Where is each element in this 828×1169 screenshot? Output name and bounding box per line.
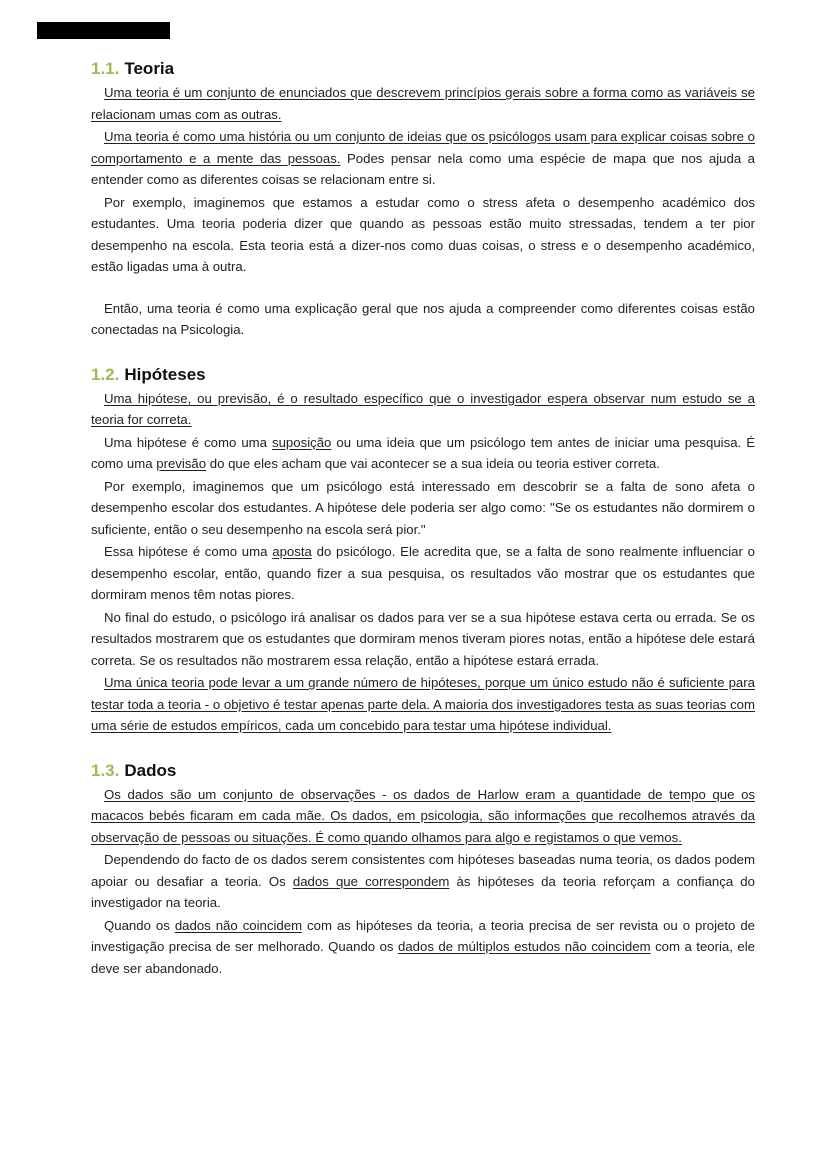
section-title: Hipóteses (124, 364, 206, 384)
paragraph: Então, uma teoria é como uma explicação geral que nos ajuda a compreender como diferentes coisas estão conectadas na Psicologia. (91, 300, 755, 337)
text: Uma hipótese é como uma (104, 434, 272, 450)
section-number: 1.3. (91, 760, 120, 780)
underlined-word: aposta (272, 544, 312, 559)
text: com as hipóteses da teoria, a teoria precisa de ser revista ou o projeto de investigação precisa de ser melhorado. Quando os (91, 917, 755, 954)
text: às hipóteses da teoria reforçam a confiança do investigador na teoria. (91, 873, 755, 910)
section-hipoteses (91, 364, 755, 737)
section-heading (91, 364, 755, 386)
paragraph: No final do estudo, o psicólogo irá analisar os dados para ver se a sua hipótese estava certa ou errada. Se os resultados mostrarem que os estudantes que dormiram menos tiveram piores notas, então a hipótese dele estará correta. Se os resultados não mostrarem essa relação, então a hipótese estará errada. (91, 609, 755, 668)
underlined-text: Uma teoria é como uma história ou um conjunto de ideias que os psicólogos usam para explicar coisas sobre o comportamento e a mente das pessoas. (91, 129, 755, 166)
paragraph (91, 915, 755, 980)
document-page (91, 58, 755, 1002)
paragraph (91, 541, 755, 606)
paragraph: Por exemplo, imaginemos que um psicólogo está interessado em descobrir se a falta de sono afeta o desempenho escolar dos estudantes. A hipótese dele poderia ser algo como: "Se os estudantes não dormirem o suficiente, então o seu desempenho na escola será pior." (91, 478, 755, 537)
text: Podes pensar nela como uma espécie de mapa que nos ajuda a entender como as diferentes coisas se relacionam entre si. (91, 150, 755, 187)
text: Essa hipótese é como uma (104, 544, 273, 559)
section-title: Teoria (124, 59, 175, 78)
underlined-text: Uma única teoria pode levar a um grande número de hipóteses, porque um único estudo não é suficiente para testar toda a teoria - o objetivo é testar apenas parte dela. A maioria dos investigadores testa as suas teorias com uma série de estudos empíricos, cada um concebido para testar uma hipótese individual. (91, 675, 755, 733)
text: Dependendo do facto de os dados serem consistentes com hipóteses baseadas numa teoria, os dados podem apoiar ou desafiar a teoria. Os (91, 852, 755, 889)
text: do que eles acham que vai acontecer se a sua ideia ou teoria estiver correta. (206, 456, 660, 471)
section-number: 1.2. (91, 364, 120, 384)
underlined-word: dados não coincidem (174, 917, 303, 933)
section-heading (91, 58, 755, 80)
paragraph (91, 388, 755, 431)
underlined-word: dados de múltiplos estudos não coincidem (398, 939, 651, 954)
section-teoria (91, 58, 755, 341)
paragraph (91, 82, 755, 125)
text: do psicólogo. Ele acredita que, se a falta de sono realmente influenciar o desempenho escolar, então, quando fizer a sua pesquisa, os resultados vão mostrar que os estudantes que dormiram menos têm notas piores. (91, 544, 755, 602)
text: ou uma ideia que um psicólogo tem antes de iniciar uma pesquisa. É como uma (91, 434, 755, 471)
text: com a teoria, ele deve ser abandonado. (91, 939, 756, 976)
paragraph (91, 672, 755, 737)
paragraph: Por exemplo, imaginemos que estamos a estudar como o stress afeta o desempenho académico dos estudantes. Uma teoria poderia dizer que quando as pessoas estão muito stressadas, tendem a ter pior desempenho na escola. Esta teoria está a dizer-nos como duas coisas, o stress e o desempenho académico, estão ligadas uma à outra. (91, 194, 755, 274)
section-title: Dados (124, 760, 177, 780)
underlined-word: suposição (272, 434, 332, 450)
underlined-text: Os dados são um conjunto de observações - os dados de Harlow eram a quantidade de tempo que os macacos bebés ficaram em cada mãe. Os dados, em psicologia, são informações que recolhemos através da observação de pessoas ou situações. É como quando olhamos para algo e registamos o que vemos. (91, 786, 755, 845)
section-dados (91, 760, 755, 980)
section-heading (91, 760, 755, 782)
underlined-text: Uma teoria é um conjunto de enunciados que descrevem princípios gerais sobre a forma como as variáveis se relacionam umas com as outras. (91, 85, 755, 122)
paragraph (91, 126, 755, 191)
text: Quando os (104, 917, 175, 933)
paragraph (91, 849, 755, 914)
underlined-text: Uma hipótese, ou previsão, é o resultado específico que o investigador espera observar num estudo se a teoria for correta. (91, 390, 755, 427)
underlined-word: previsão (156, 456, 207, 471)
paragraph (91, 784, 755, 849)
redaction-bar (37, 22, 170, 39)
underlined-word: dados que correspondem (292, 873, 450, 889)
section-number: 1.1. (91, 59, 120, 78)
paragraph (91, 432, 755, 475)
